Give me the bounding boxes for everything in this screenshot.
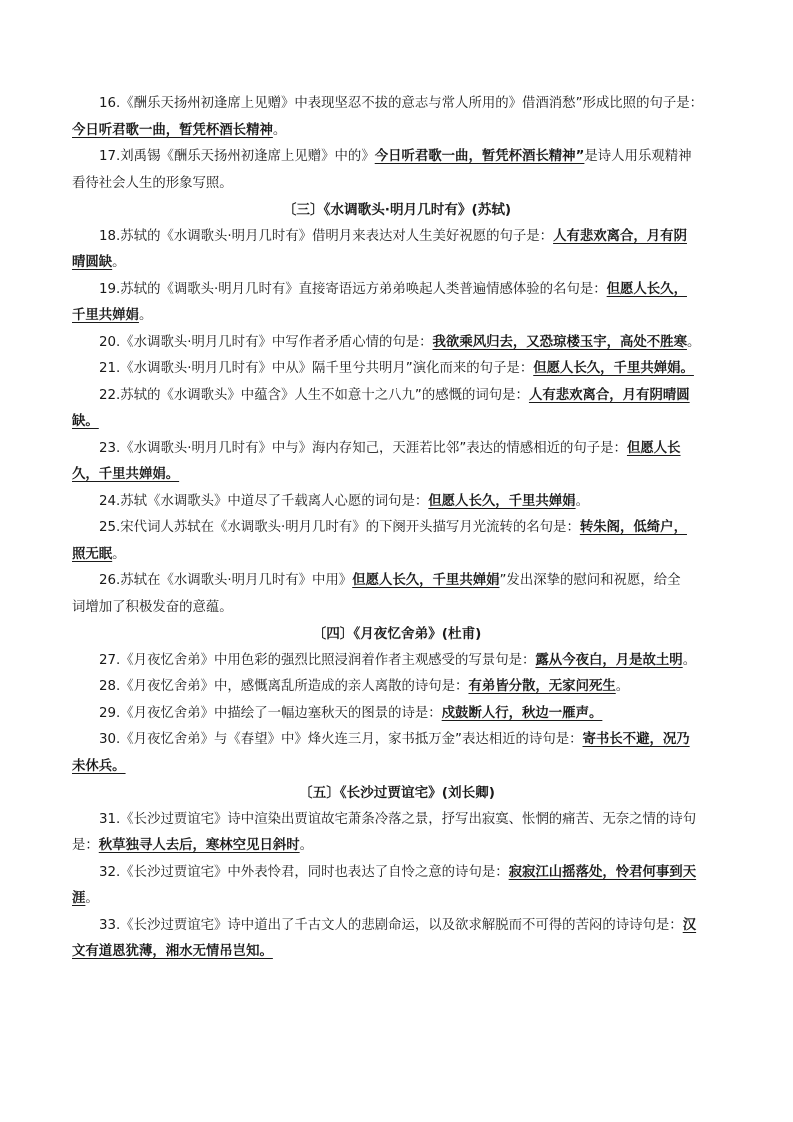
question-line [72, 171, 722, 198]
question-text: 18.苏轼的《水调歌头·明月几时有》借明月来表达对人生美好祝愿的句子是： [99, 228, 554, 244]
answer-text: 寂寂江山摇落处，怜君何事到天 [508, 864, 697, 880]
answer-text: 戍鼓断人行，秋边一雁声。 [441, 705, 603, 721]
answer-text: 我欲乘风归去，又恐琼楼玉宇，高处不胜寒 [432, 334, 687, 350]
trailing-text: 。 [112, 546, 126, 562]
question-text: 24.苏轼《水调歌头》中道尽了千载离人心愿的词句是： [99, 493, 429, 509]
question-text: 16.《酬乐天扬州初逢席上见赠》中表现坚忍不拔的意志与常人所用的》借酒消愁”形成比照的句子是： [99, 96, 704, 111]
question-line [72, 91, 722, 118]
answer-text: 露从今夜白，月是故土明 [535, 652, 683, 668]
trailing-text: 。 [615, 679, 630, 694]
answer-text: 人有悲欢离合，月有阴晴圆 [528, 387, 690, 403]
question-item [72, 144, 722, 197]
question-text: 26.苏轼在《水调歌头·明月几时有》中用》 [99, 573, 353, 588]
question-text: 30.《月夜忆舍弟》与《春望》中》烽火连三月，家书抵万金”表达相近的诗句是： [99, 732, 583, 747]
answer-text: 未休兵。 [72, 758, 126, 774]
question-line [72, 886, 722, 913]
question-item [72, 277, 722, 330]
question-line [72, 277, 722, 304]
question-line [72, 542, 722, 569]
question-line [72, 224, 722, 251]
question-item [72, 648, 722, 675]
question-item [72, 489, 722, 516]
question-item [72, 727, 722, 780]
question-line [72, 568, 722, 595]
trailing-text: 。 [686, 334, 701, 350]
trailing-text: 。 [112, 255, 126, 270]
trailing-text: 。 [575, 493, 589, 509]
answer-text: 有弟皆分散，无家问死生 [468, 679, 616, 694]
question-text: 22.苏轼的《水调歌头》中蕴含》人生不如意十之八九”的感慨的词句是： [99, 387, 529, 403]
question-text: 19.苏轼的《调歌头·明月几时有》直接寄语远方弟弟唤起人类普遍情感体验的名句是： [99, 281, 607, 297]
question-text: 32.《长沙过贾谊宅》中外表怜君，同时也表达了自怜之意的诗句是： [99, 864, 509, 880]
question-text: 20.《水调歌头·明月几时有》中写作者矛盾心情的句是： [99, 334, 433, 350]
question-text: 28.《月夜忆舍弟》中，感慨离乱所造成的亲人离散的诗句是： [99, 679, 469, 694]
answer-text: 人有悲欢离合，月有阴 [553, 228, 687, 244]
question-line [72, 330, 722, 357]
section-heading: 〔三〕《水调歌头·明月几时有》(苏轼) [282, 202, 512, 218]
question-line [72, 860, 722, 887]
question-line [72, 436, 722, 463]
answer-text: 秋草独寻人去后，寒林空见日斜时 [98, 838, 300, 853]
question-item [72, 913, 722, 966]
question-text: 是： [72, 838, 99, 853]
question-item [72, 674, 722, 701]
answer-text: 但愿人长久，千里共婵娟 [428, 493, 576, 509]
trailing-text: 是诗人用乐观精神 [584, 149, 692, 164]
section-heading: 〔五〕《长沙过贾谊宅》(刘长卿) [299, 785, 495, 801]
question-line [72, 833, 722, 860]
trailing-text: 。 [682, 652, 697, 668]
answer-text: 汉 [682, 917, 697, 933]
trailing-text: 。 [85, 891, 99, 906]
question-line [72, 648, 722, 675]
answer-text: 千里共婵娟 [72, 308, 139, 323]
answer-text: 但愿人长久，千里共婵娟 [352, 573, 500, 588]
trailing-text: ”发出深挚的慰问和祝愿，给全 [499, 573, 681, 588]
answer-text: 久，千里共婵娟。 [72, 467, 180, 482]
document-body [72, 91, 722, 966]
question-line [72, 462, 722, 489]
answer-text: 但愿人长 [626, 440, 681, 456]
question-line [72, 595, 722, 622]
question-line [72, 409, 722, 436]
question-line [72, 144, 722, 171]
question-item [72, 224, 722, 277]
question-line [72, 356, 722, 383]
question-text: 33.《长沙过贾谊宅》诗中道出了千古文人的悲剧命运，以及欲求解脱而不可得的苦闷的诗诗句是： [99, 917, 683, 933]
answer-text: 但愿人长久， [606, 281, 687, 297]
question-text: 31.《长沙过贾谊宅》诗中渲染出贾谊故宅萧条冷落之景，抒写出寂寞、怅惘的痛苦、无奈之情的诗句 [99, 811, 697, 827]
answer-text: 缺。 [72, 414, 99, 429]
question-item [72, 91, 722, 144]
question-item [72, 330, 722, 357]
trailing-text: 。 [138, 308, 153, 323]
answer-text: 涯 [72, 891, 86, 906]
question-item [72, 807, 722, 860]
question-line [72, 754, 722, 781]
question-line [72, 939, 722, 966]
answer-text: 晴圆缺 [72, 255, 113, 270]
question-line [72, 674, 722, 701]
answer-text: 照无眠 [72, 546, 113, 562]
answer-text: 寄书长不避，况乃 [582, 732, 690, 747]
section-heading: 〔四〕《月夜忆舍弟》(杜甫) [312, 626, 482, 642]
answer-text: 今日听君歌一曲，暂凭杯酒长精神” [374, 149, 585, 164]
answer-text: 今日听君歌一曲，暂凭杯酒长精神 [72, 122, 273, 138]
answer-text: 文有道恩犹薄，湘水无情吊岂知。 [72, 944, 273, 959]
question-item [72, 860, 722, 913]
question-item [72, 436, 722, 489]
answer-text: 转朱阁，低绮户， [579, 520, 687, 535]
question-line [72, 515, 722, 542]
question-text: 27.《月夜忆舍弟》中用色彩的强烈比照浸润着作者主观感受的写景句是： [99, 652, 536, 668]
question-text: 词增加了积极发奋的意蕴。 [72, 599, 233, 615]
trailing-text: 。 [272, 122, 287, 138]
question-line [72, 913, 722, 940]
question-item [72, 568, 722, 621]
question-line [72, 383, 722, 410]
question-item [72, 515, 722, 568]
question-line [72, 807, 722, 834]
question-item [72, 356, 722, 383]
question-line [72, 118, 722, 145]
answer-text: 但愿人长久，千里共婵娟。 [533, 361, 694, 376]
trailing-text: 。 [299, 838, 314, 853]
question-line [72, 727, 722, 754]
question-item [72, 383, 722, 436]
question-item [72, 701, 722, 728]
question-text: 25.宋代词人苏轼在《水调歌头·明月几时有》的下阕开头描写月光流转的名句是： [99, 520, 580, 535]
question-text: 23.《水调歌头·明月几时有》中与》海内存知己，天涯若比邻”表达的情感相近的句子是： [99, 440, 627, 456]
question-text: 21.《水调歌头·明月几时有》中从》隔千里兮共明月”演化而来的句子是： [99, 361, 534, 376]
question-line [72, 489, 722, 516]
question-line [72, 701, 722, 728]
question-text: 看待社会人生的形象写照。 [72, 175, 233, 191]
question-text: 17.刘禹锡《酬乐天扬州初逢席上见赠》中的》 [99, 149, 375, 164]
question-text: 29.《月夜忆舍弟》中描绘了一幅边塞秋天的图景的诗是： [99, 705, 442, 721]
question-line [72, 250, 722, 277]
question-line [72, 303, 722, 330]
